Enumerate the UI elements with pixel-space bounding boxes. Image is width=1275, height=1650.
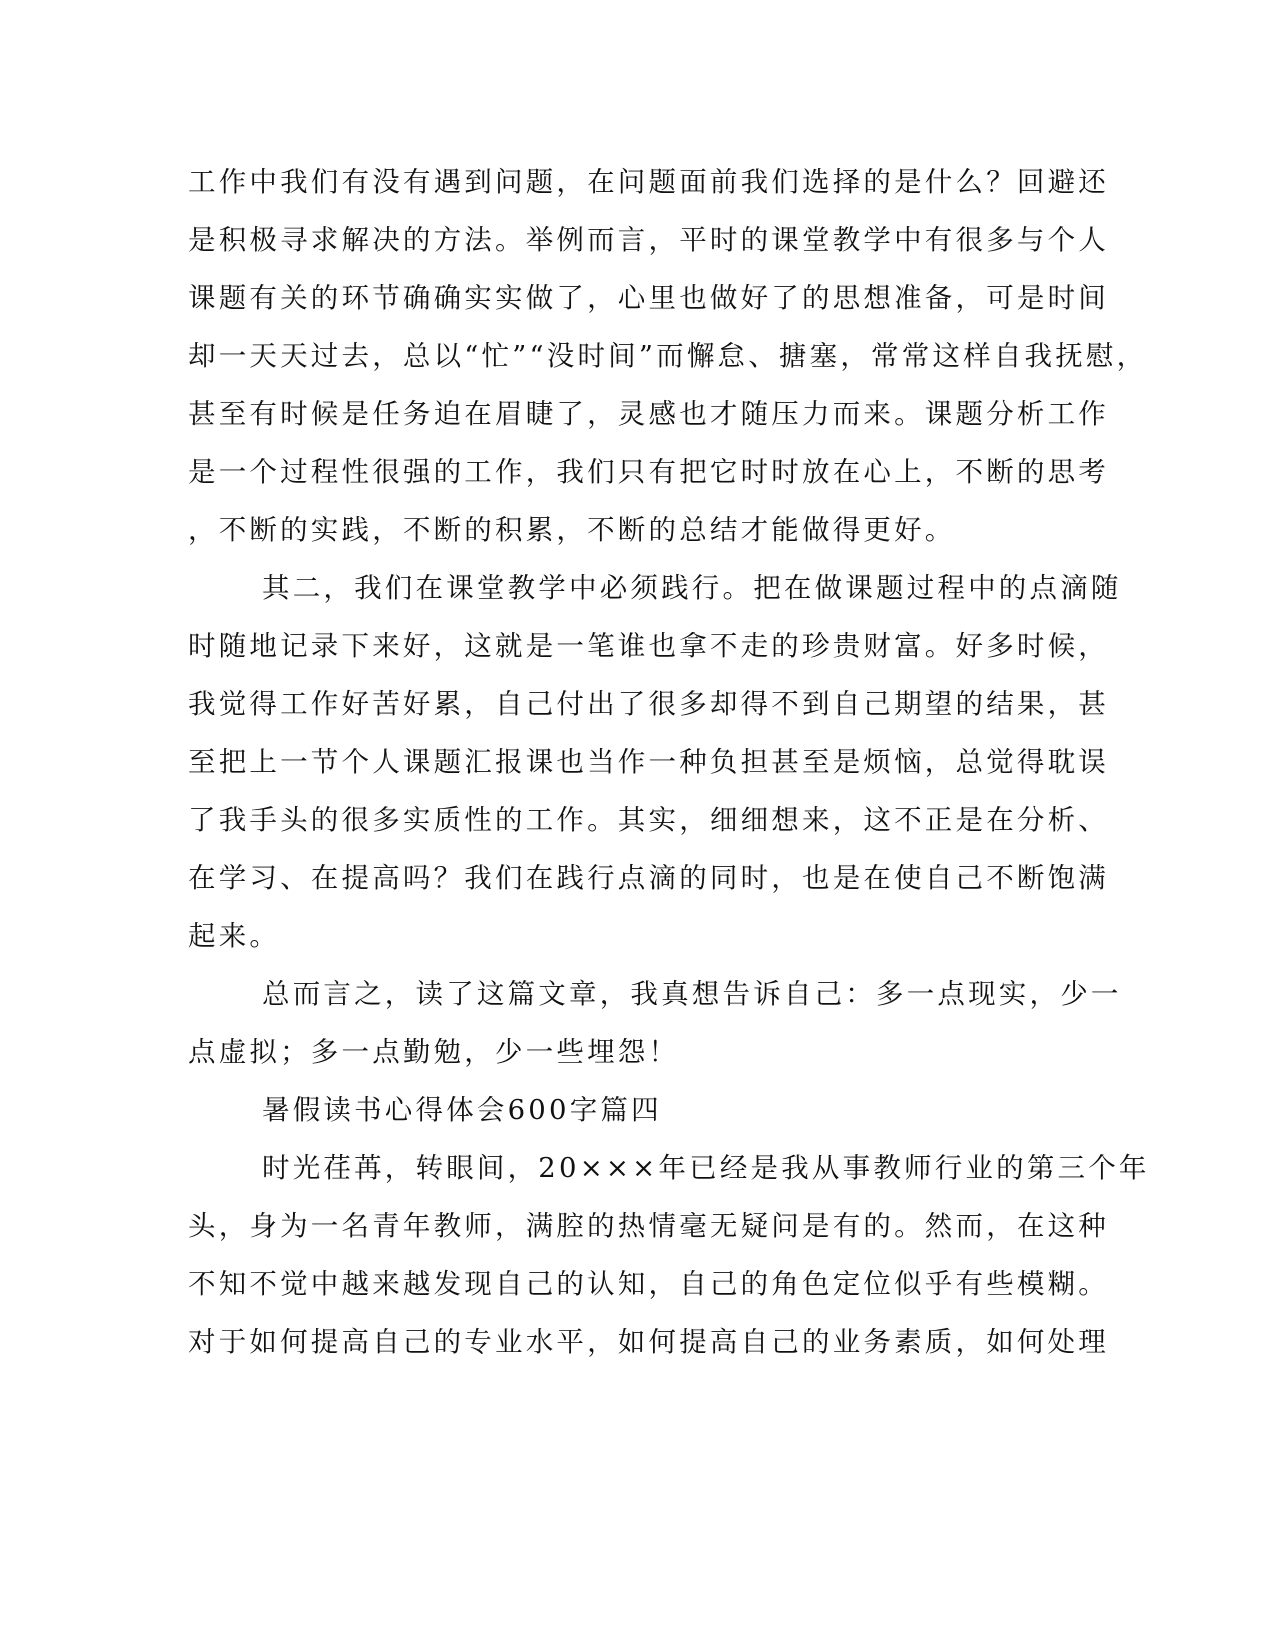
text-line: 对于如何提高自己的专业水平，如何提高自己的业务素质，如何处理: [188, 1326, 1109, 1358]
paragraph-first-line: 时光荏苒，转眼间，20×××年已经是我从事教师行业的第三个年: [262, 1152, 1150, 1184]
text-line: 点虚拟；多一点勤勉，少一些埋怨！: [188, 1036, 680, 1068]
text-line: 至把上一节个人课题汇报课也当作一种负担甚至是烦恼，总觉得耽误: [188, 746, 1109, 778]
text-line: 时随地记录下来好，这就是一笔谁也拿不走的珍贵财富。好多时候，: [188, 630, 1109, 662]
text-line: 了我手头的很多实质性的工作。其实，细细想来，这不正是在分析、: [188, 804, 1109, 836]
text-line: 甚至有时候是任务迫在眉睫了，灵感也才随压力而来。课题分析工作: [188, 398, 1109, 430]
paragraph-first-line: 总而言之，读了这篇文章，我真想告诉自己：多一点现实，少一: [262, 978, 1122, 1010]
text-line: 是积极寻求解决的方法。举例而言，平时的课堂教学中有很多与个人: [188, 224, 1109, 256]
section-heading: 暑假读书心得体会600字篇四: [262, 1094, 662, 1126]
text-line: 课题有关的环节确确实实做了，心里也做好了的思想准备，可是时间: [188, 282, 1109, 314]
text-line: ，不断的实践，不断的积累，不断的总结才能做得更好。: [188, 514, 956, 546]
text-line: 在学习、在提高吗？我们在践行点滴的同时，也是在使自己不断饱满: [188, 862, 1109, 894]
paragraph-first-line: 其二，我们在课堂教学中必须践行。把在做课题过程中的点滴随: [262, 572, 1122, 604]
text-line: 起来。: [188, 920, 281, 952]
text-line: 头，身为一名青年教师，满腔的热情毫无疑问是有的。然而，在这种: [188, 1210, 1109, 1242]
text-line: 不知不觉中越来越发现自己的认知，自己的角色定位似乎有些模糊。: [188, 1268, 1109, 1300]
text-line: 工作中我们有没有遇到问题，在问题面前我们选择的是什么？回避还: [188, 166, 1109, 198]
text-line: 却一天天过去，总以“忙”“没时间”而懈怠、搪塞，常常这样自我抚慰，: [188, 340, 1148, 372]
text-line: 是一个过程性很强的工作，我们只有把它时时放在心上，不断的思考: [188, 456, 1109, 488]
text-line: 我觉得工作好苦好累，自己付出了很多却得不到自己期望的结果，甚: [188, 688, 1109, 720]
